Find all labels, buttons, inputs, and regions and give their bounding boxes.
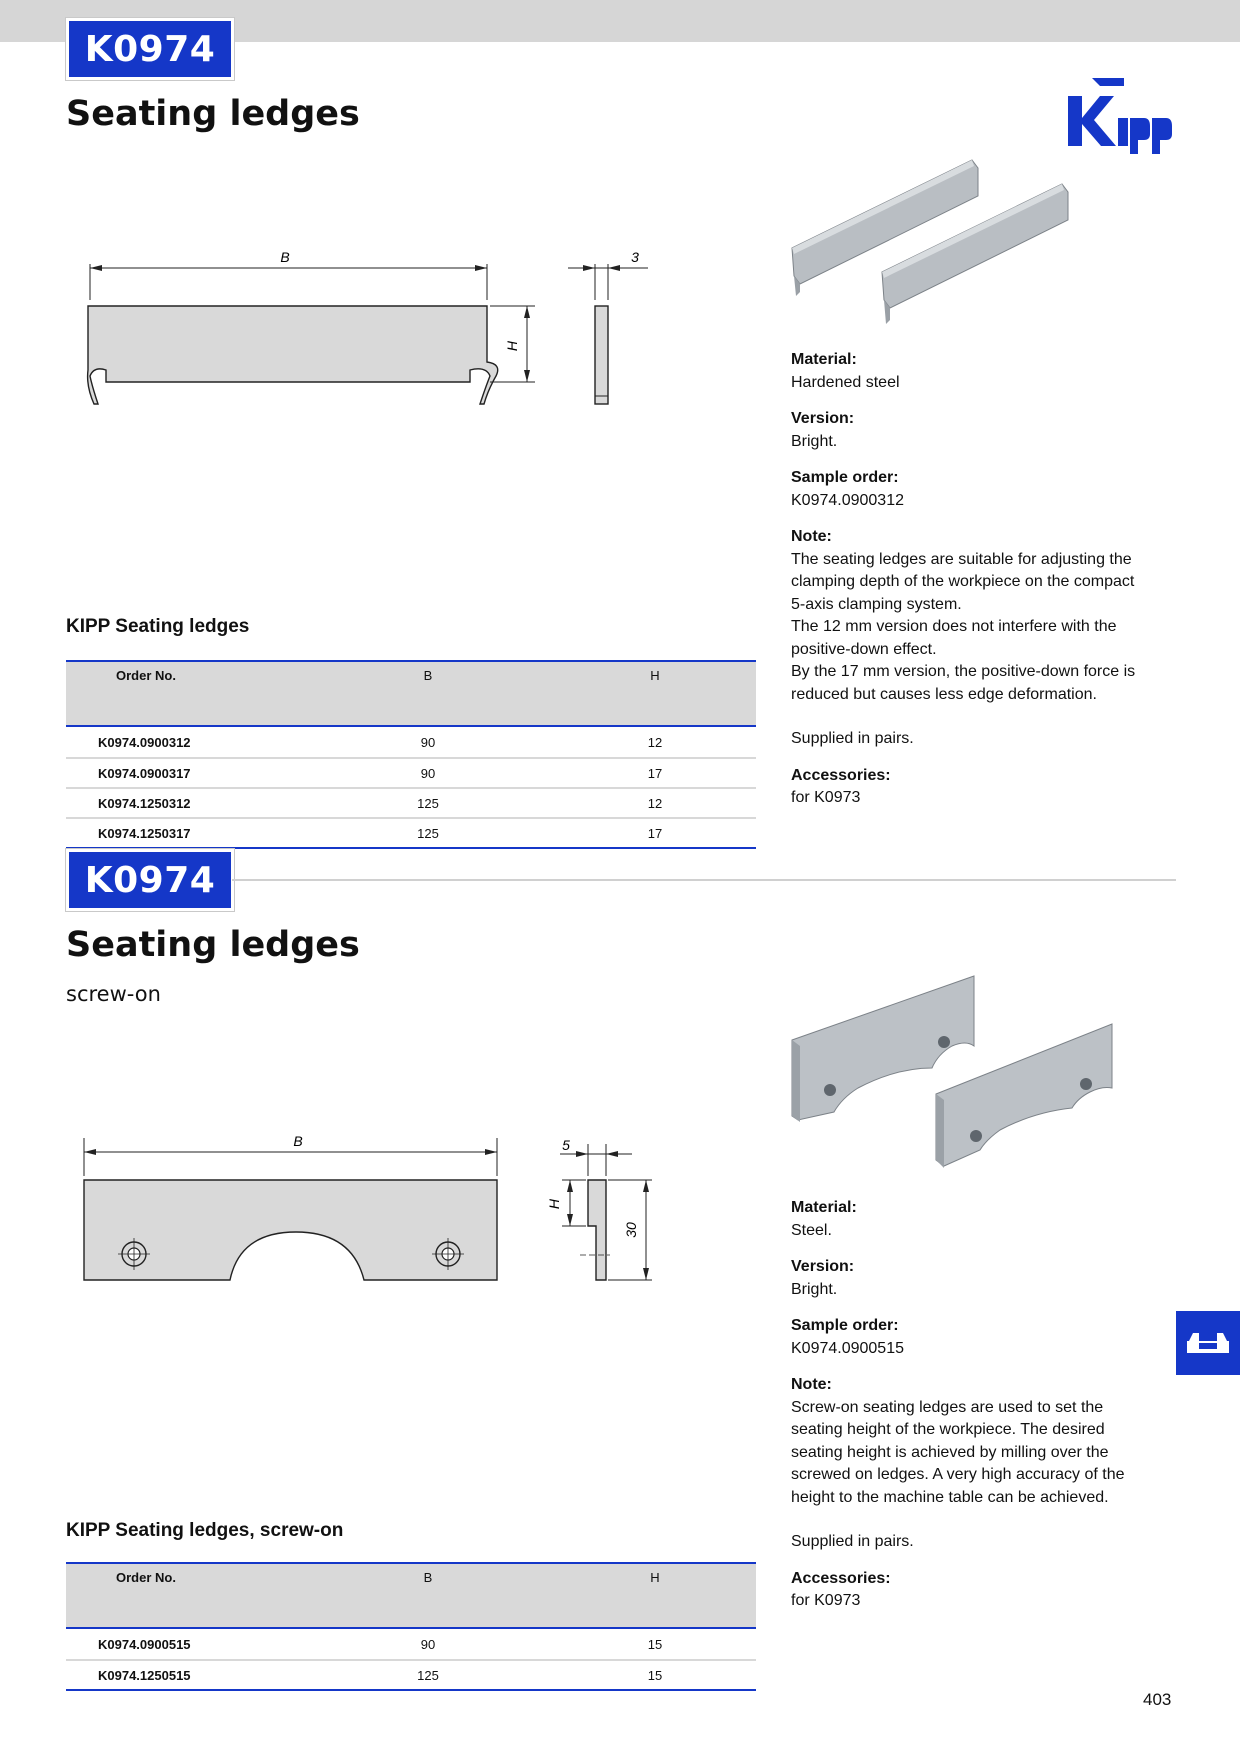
product-code-badge: K0974 (66, 849, 234, 911)
dim-h-label: H (504, 340, 520, 352)
technical-drawing-1 (70, 240, 650, 420)
page-title: Seating ledges (66, 94, 360, 134)
material-value: Hardened steel (791, 373, 900, 391)
h-cell: 12 (554, 788, 756, 818)
table-row (66, 788, 756, 818)
supplied-text: Supplied in pairs. (791, 1533, 914, 1550)
note-text (791, 1397, 1151, 1510)
accessories-label: Accessories: (791, 766, 891, 784)
sample-order-label: Sample order: (791, 1317, 899, 1334)
note-label: Note: (791, 1376, 832, 1393)
spec-table-1 (66, 660, 756, 849)
order-no-cell: K0974.0900312 (66, 726, 302, 758)
technical-drawing-2 (70, 1130, 670, 1290)
version-label: Version: (791, 410, 855, 427)
b-cell: 90 (302, 726, 554, 758)
b-cell: 90 (302, 1628, 554, 1660)
supplied-text: Supplied in pairs. (791, 730, 914, 747)
product-code-badge: K0974 (66, 18, 234, 80)
table-row (66, 1628, 756, 1660)
product-photo-1 (786, 156, 1076, 346)
note-paragraph: The 12 mm version does not interfere with the positive-down effect. (791, 618, 1117, 658)
clamping-system-icon (1185, 1329, 1231, 1357)
version-value: Bright. (791, 1280, 838, 1298)
b-cell: 125 (302, 818, 554, 848)
dim-b-label: B (293, 1133, 303, 1149)
page-title: Seating ledges (66, 925, 360, 965)
page-subtitle: screw-on (66, 982, 161, 1006)
h-cell: 15 (554, 1628, 756, 1660)
material-label: Material: (791, 351, 857, 368)
table-title-1: KIPP Seating ledges (66, 616, 250, 637)
dim-b-label: B (280, 249, 290, 265)
h-cell: 17 (554, 758, 756, 788)
col-header-h: H (554, 661, 756, 726)
note-paragraph: Screw-on seating ledges are used to set the seating height of the workpiece. The desired seating height is achieved by milling over the screwed on ledges. A very high accuracy of the height to the machine table can be achieved. (791, 1398, 1125, 1506)
b-cell: 125 (302, 1660, 554, 1690)
order-no-cell: K0974.1250317 (66, 818, 302, 848)
page-number: 403 (1143, 1690, 1172, 1709)
table-row (66, 818, 756, 848)
col-header-h: H (554, 1563, 756, 1628)
table-title-2: KIPP Seating ledges, screw-on (66, 1520, 344, 1541)
table-row (66, 1660, 756, 1690)
note-text (791, 549, 1151, 707)
note-paragraph: The seating ledges are suitable for adjusting the clamping depth of the workpiece on the compact 5-axis clamping system. (791, 550, 1135, 613)
sample-order-value: K0974.0900312 (791, 491, 904, 509)
h-cell: 17 (554, 818, 756, 848)
section-divider (232, 879, 1176, 881)
version-label: Version: (791, 1258, 855, 1275)
accessories-value: for K0973 (791, 1592, 861, 1609)
note-label: Note: (791, 528, 832, 545)
dim-thickness-label: 3 (631, 249, 639, 265)
order-no-cell: K0974.1250515 (66, 1660, 302, 1690)
col-header-b: B (302, 661, 554, 726)
b-cell: 125 (302, 788, 554, 818)
dim-thickness-label: 5 (562, 1137, 570, 1153)
side-tab[interactable] (1176, 1311, 1240, 1375)
material-label: Material: (791, 1199, 857, 1216)
product-photo-2 (786, 970, 1116, 1180)
order-no-cell: K0974.1250312 (66, 788, 302, 818)
accessories-label: Accessories: (791, 1569, 891, 1587)
order-no-cell: K0974.0900317 (66, 758, 302, 788)
sample-order-value: K0974.0900515 (791, 1339, 904, 1357)
dim-h-label: H (546, 1198, 562, 1210)
note-paragraph: By the 17 mm version, the positive-down force is reduced but causes less edge deformation. (791, 663, 1136, 703)
version-value: Bright. (791, 432, 838, 450)
col-header-order-no: Order No. (66, 661, 302, 726)
spec-table-2 (66, 1562, 756, 1691)
material-value: Steel. (791, 1221, 832, 1239)
table-row (66, 758, 756, 788)
h-cell: 15 (554, 1660, 756, 1690)
h-cell: 12 (554, 726, 756, 758)
sample-order-label: Sample order: (791, 469, 899, 486)
col-header-order-no: Order No. (66, 1563, 302, 1628)
dim-height-label: 30 (623, 1222, 639, 1238)
product-info-1 (791, 349, 1151, 824)
kipp-logo (1066, 74, 1178, 164)
b-cell: 90 (302, 758, 554, 788)
order-no-cell: K0974.0900515 (66, 1628, 302, 1660)
accessories-value: for K0973 (791, 789, 861, 806)
product-info-2 (791, 1197, 1151, 1627)
col-header-b: B (302, 1563, 554, 1628)
table-row (66, 726, 756, 758)
